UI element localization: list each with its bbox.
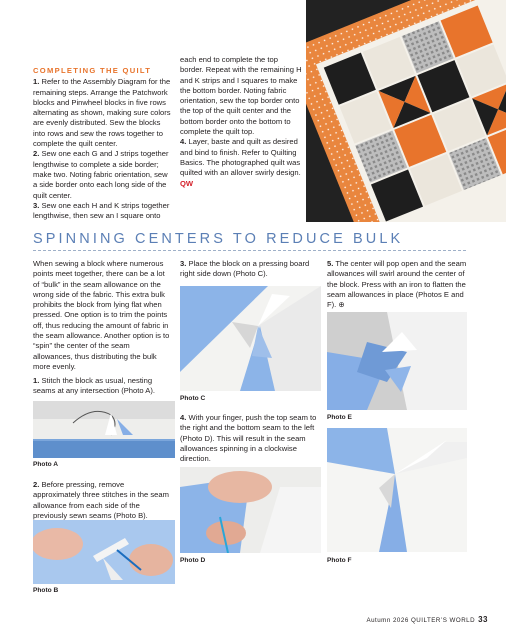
- completing-column-2: [180, 55, 302, 189]
- caption-photo-b: Photo B: [33, 587, 59, 594]
- quilt-photo: [306, 0, 506, 222]
- completing-step-3-continued: each end to complete the top border. Repeat with the remaining H and K strips and I squares to make the bottom border. Noting fabric orientation, sew the top border onto the top of the quilt center and the bottom border onto the bottom to complete the quilt top.: [180, 55, 302, 137]
- caption-photo-c: Photo C: [180, 395, 206, 402]
- page-number: 33: [478, 615, 488, 624]
- caption-photo-a: Photo A: [33, 461, 59, 468]
- spinning-step-1: 1. Stitch the block as usual, nesting seams at any intersection (Photo A).: [33, 376, 155, 396]
- spinning-intro: When sewing a block where numerous points meet together, there can be a lot of “bulk” in the seam allowance on the wrong side of the fabric. This extra bulk prohibits the block from lying flat when pressed. One option is to trim the points off, thus reducing the amount of fabric in the seam allowance. Another option is to “spin” the center of the seam allowances, thus distributing the bulk more evenly.: [33, 259, 170, 371]
- spinning-step-4: 4. With your finger, push the top seam to the right and the bottom seam to the left (Photo D). This will result in the seam allowances spinning in a clockwise direction.: [180, 413, 317, 464]
- caption-photo-f: Photo F: [327, 557, 352, 564]
- completing-column-1: [33, 66, 171, 221]
- section-divider: [33, 250, 466, 251]
- photo-d: [180, 467, 321, 553]
- end-symbol: ⊕: [338, 300, 345, 310]
- spinning-step-3: 3. Place the block on a pressing board right side down (Photo C).: [180, 259, 310, 279]
- completing-step-1: 1. Refer to the Assembly Diagram for the remaining steps. Arrange the Patchwork blocks and Pinwheel blocks in five rows alternating as shown, making sure colors are evenly distributed. Sew the blocks into rows and sew the rows together to complete the quilt center.: [33, 77, 171, 149]
- caption-photo-e: Photo E: [327, 414, 352, 421]
- photo-e: [327, 312, 467, 410]
- completing-step-3: 3. Sew one each H and K strips together lengthwise, then sew an I square onto: [33, 200, 170, 221]
- section-title: SPINNING CENTERS TO REDUCE BULK: [33, 231, 404, 247]
- end-mark: QW: [180, 178, 194, 188]
- photo-f: [327, 428, 467, 552]
- photo-a: [33, 401, 175, 458]
- photo-b: [33, 520, 175, 584]
- page-footer: [366, 615, 488, 624]
- photo-c: [180, 286, 321, 391]
- completing-step-2: 2. Sew one each G and J strips together lengthwise to complete a side border; make two. Noting fabric orientation, sew a side border onto each long side of the quilt center.: [33, 149, 169, 200]
- caption-photo-d: Photo D: [180, 557, 206, 564]
- completing-step-4: 4. Layer, baste and quilt as desired and bind to finish. Refer to Quilting Basics. The photographed quilt was quilted with an allover swirly design. QW: [180, 137, 301, 188]
- completing-title: COMPLETING THE QUILT: [33, 66, 152, 75]
- spinning-step-2: 2. Before pressing, remove approximately three stitches in the seam allowance from each side of the previously sewn seams (Photo B).: [33, 480, 169, 520]
- spinning-step-5: 5. The center will pop open and the seam allowances will swirl around the center of the block. Press with an iron to flatten the seam allowances in place (Photos E and F). ⊕: [327, 259, 467, 310]
- issue-label: Autumn 2026 QUILTER’S WORLD: [366, 617, 476, 624]
